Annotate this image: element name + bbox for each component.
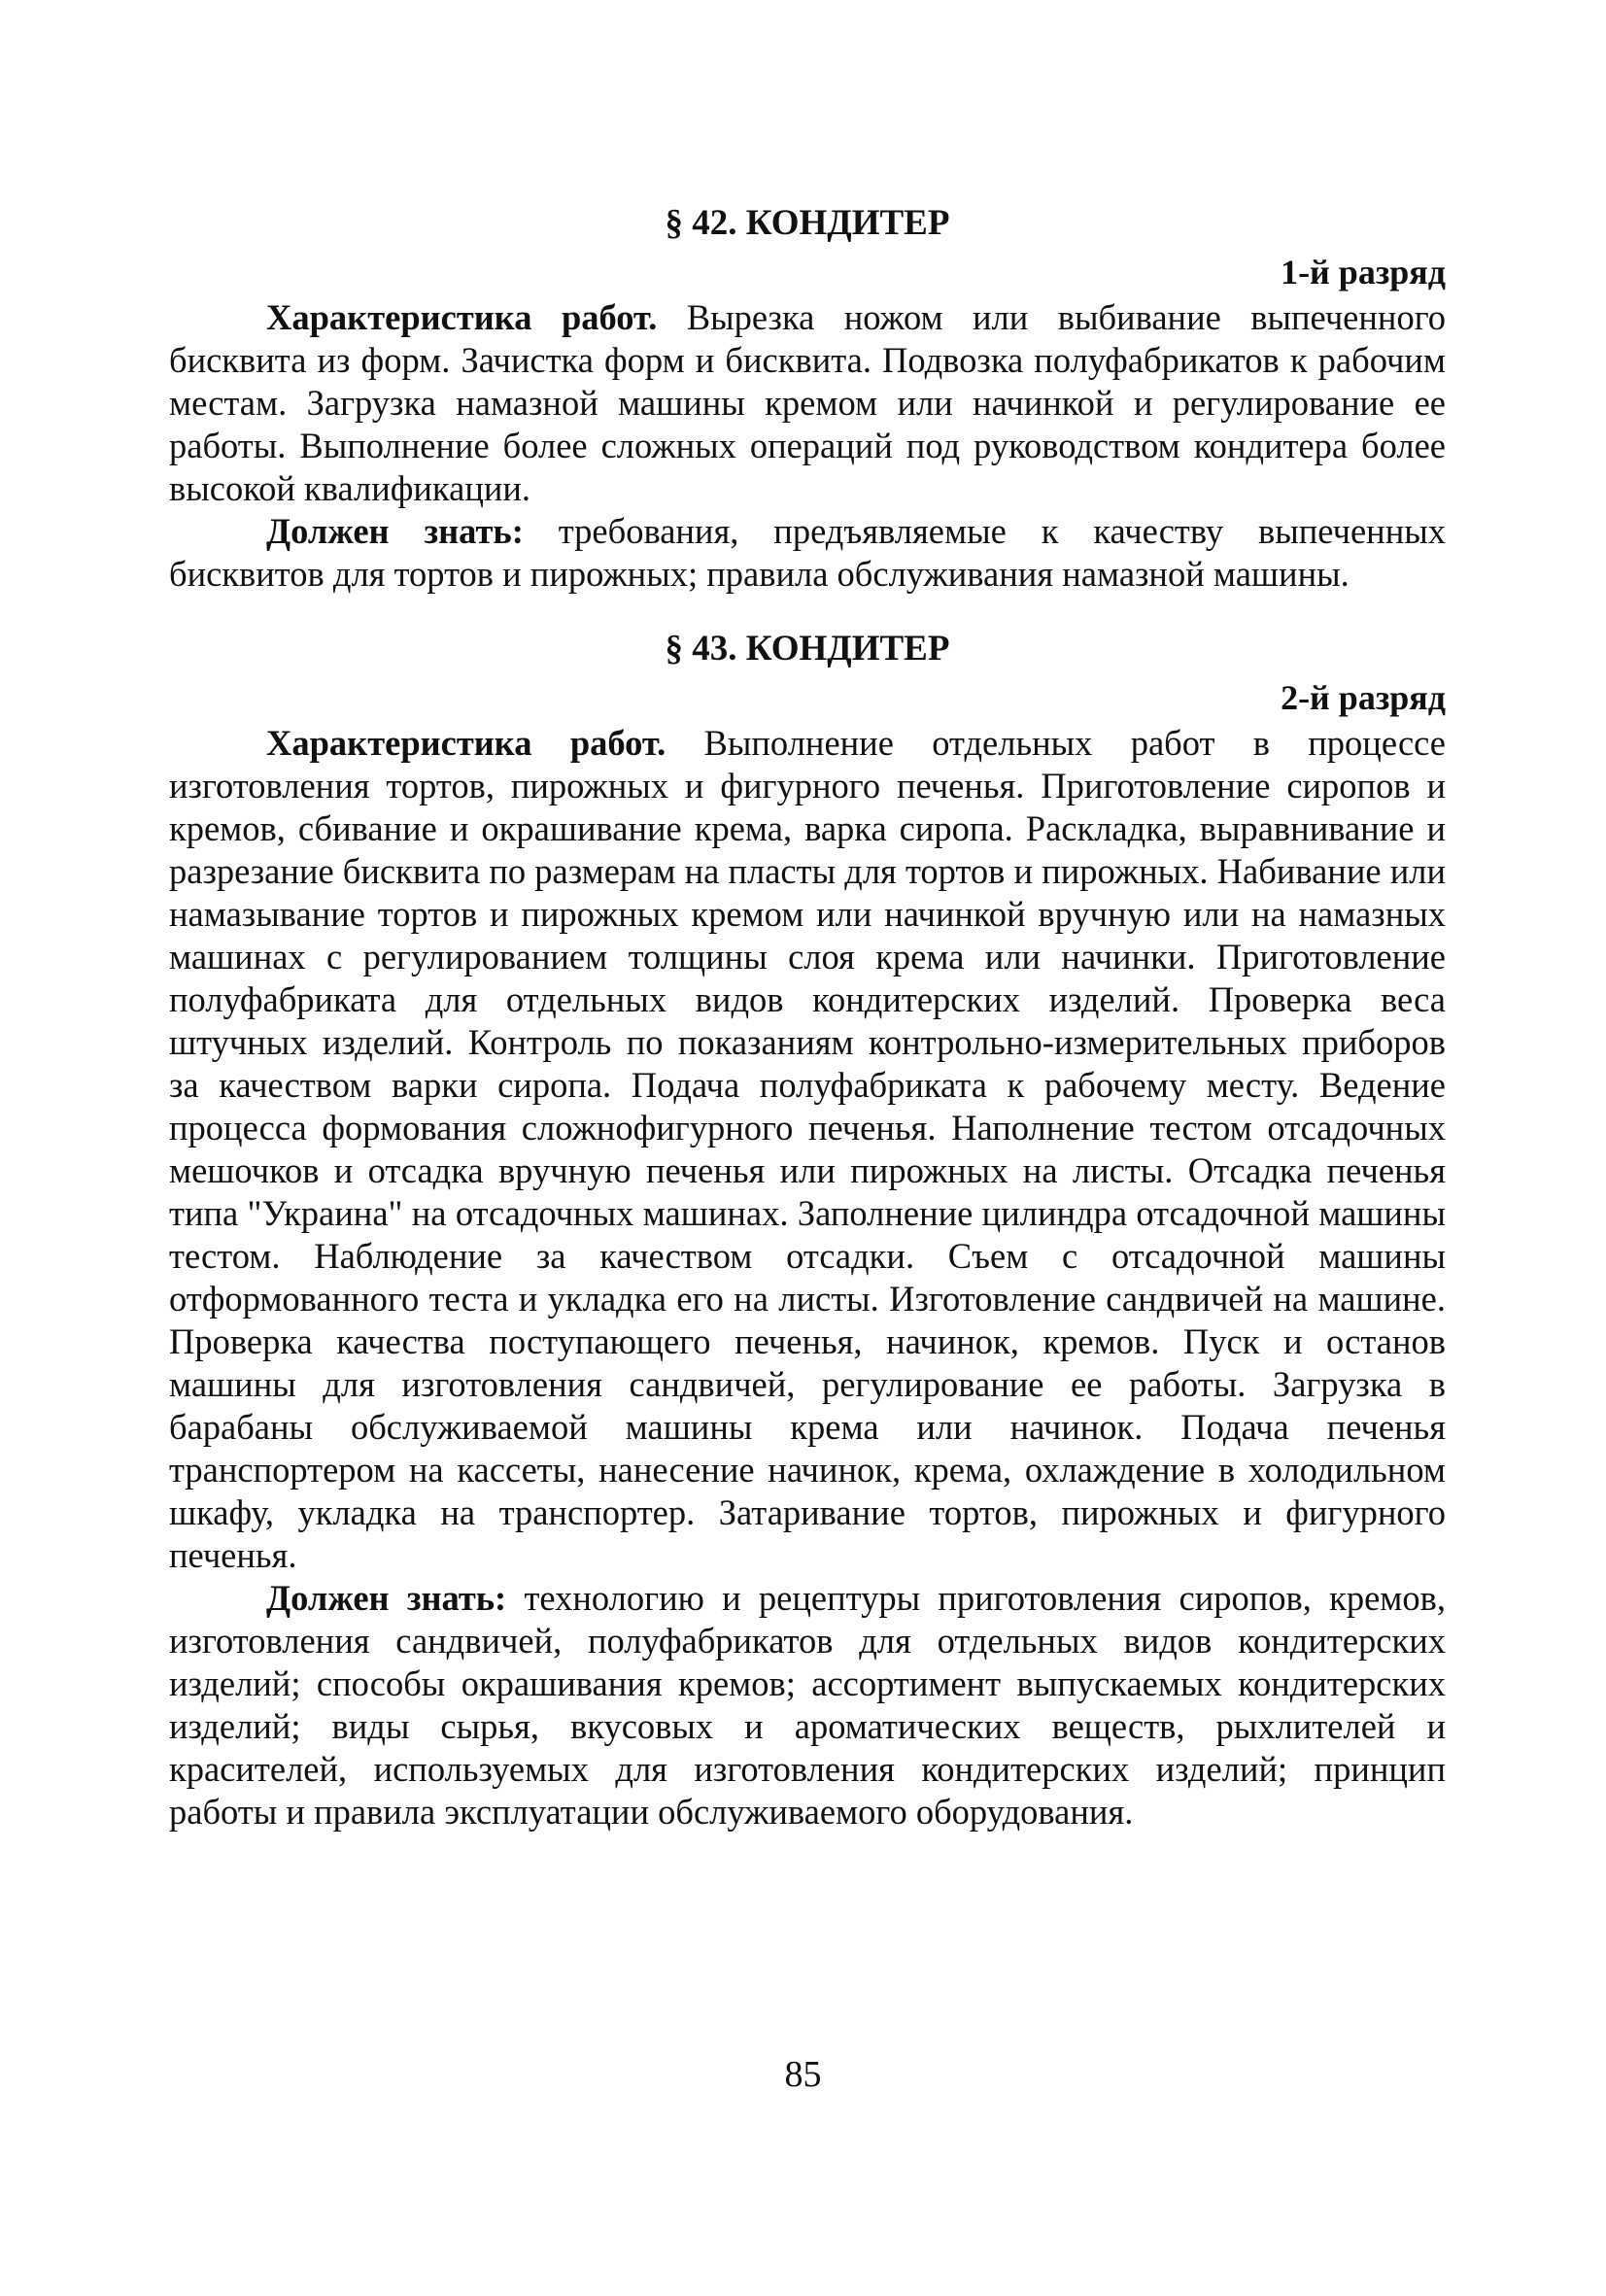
work-characteristics-paragraph [169,296,1446,510]
section-title: § 43. КОНДИТЕР [665,629,950,668]
section-42 [169,199,1446,596]
work-characteristics-text: Вырезка ножом или выбивание выпеченного бисквита из форм. Зачистка форм и бисквита. Подвозка полуфабрикатов к рабочим местам. Загрузка намазной машины кремом или начинкой и регулирование ее работы. Выполнение более сложных операций под руководством кондитера более высокой квалификации. [169,297,1446,508]
must-know-paragraph [169,1577,1446,1833]
rank-label: 1-й разряд [1281,253,1446,291]
section-gap [169,596,1446,625]
work-characteristics-text: Выполнение отдельных работ в процессе изготовления тортов, пирожных и фигурного печенья. Приготовление сиропов и кремов, сбивание и окрашивание крема, варка сиропа. Раскладка, выравнивание и разрезание бисквита по размерам на пласты для тортов и пирожных. Набивание или намазывание тортов и пирожных кремом или начинкой вручную или на намазных машинах с регулированием толщины слоя крема или начинки. Приготовление полуфабриката для отдельных видов кондитерских изделий. Проверка веса штучных изделий. Контроль по показаниям контрольно-измерительных приборов за качеством варки сиропа. Подача полуфабриката к рабочему месту. Ведение процесса формования сложнофигурного печенья. Наполнение тестом отсадочных мешочков и отсадка вручную печенья или пирожных на листы. Отсадка печенья типа "Украина" на отсадочных машинах. Заполнение цилиндра отсадочной машины тестом. Наблюдение за качеством отсадки. Съем с отсадочной машины отформованного теста и укладка его на листы. Изготовление сандвичей на машине. Проверка качества поступающего печенья, начинок, кремов. Пуск и останов машины для изготовления сандвичей, регулирование ее работы. Загрузка в барабаны обслуживаемой машины крема или начинок. Подача печенья транспортером на кассеты, нанесение начинок, крема, охлаждение в холодильном шкафу, укладка на транспортер. Затаривание тортов, пирожных и фигурного печенья. [169,723,1446,1575]
page-number: 85 [784,2054,822,2095]
must-know-label: Должен знать: [266,1578,507,1618]
must-know-label: Должен знать: [266,511,524,551]
work-characteristics-label: Характеристика работ. [266,297,658,337]
must-know-text: технологию и рецептуры приготовления сиропов, кремов, изготовления сандвичей, полуфабрикатов для отдельных видов кондитерских изделий; способы окрашивания кремов; ассортимент выпускаемых кондитерских изделий; виды сырья, вкусовых и ароматических веществ, рыхлителей и красителей, используемых для изготовления кондитерских изделий; принцип работы и правила эксплуатации обслуживаемого оборудования. [169,1578,1446,1832]
must-know-paragraph [169,510,1446,596]
rank-label: 2-й разряд [1281,678,1446,717]
must-know-text: требования, предъявляемые к качеству выпеченных бисквитов для тортов и пирожных; правила обслуживания намазной машины. [169,511,1446,594]
page-body [169,199,1446,1833]
section-title: § 42. КОНДИТЕР [665,203,950,243]
work-characteristics-paragraph [169,722,1446,1577]
section-43 [169,625,1446,1833]
work-characteristics-label: Характеристика работ. [266,723,666,763]
